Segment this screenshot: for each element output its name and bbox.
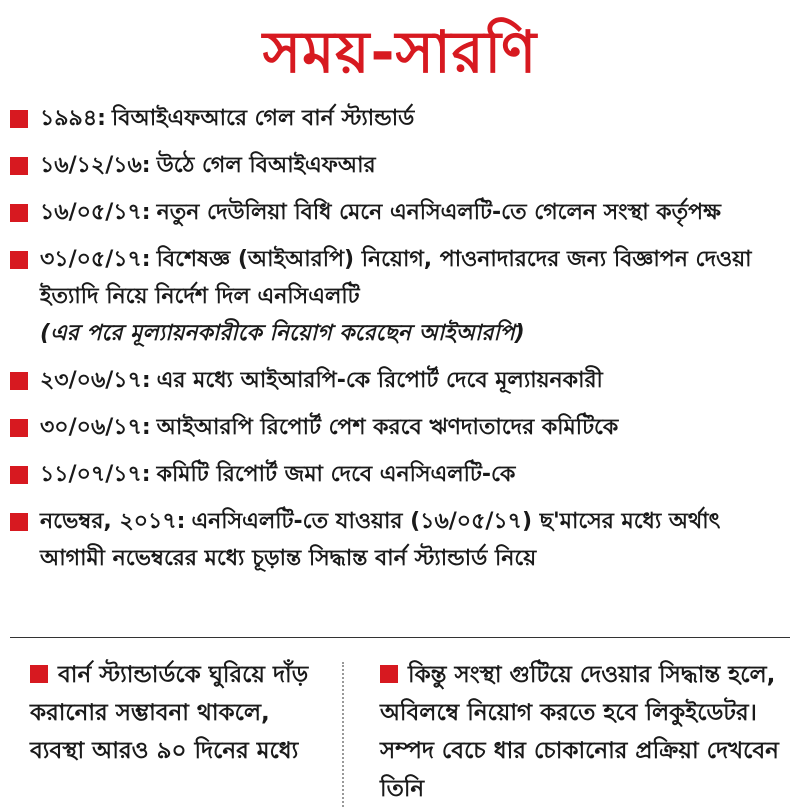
timeline-text: কমিটি রিপোর্ট জমা দেবে এনসিএলটি-কে [156,462,516,487]
timeline-text: এর মধ্যে আইআরপি-কে রিপোর্ট দেবে মূল্যায়নকারী [156,368,603,393]
timeline-entry [10,194,790,231]
red-square-bullet-icon [10,251,28,269]
red-square-bullet-icon [10,419,28,437]
red-square-bullet-icon [30,665,48,683]
timeline-text: বিশেষজ্ঞ (আইআরপি) নিয়োগ, পাওনাদারদের জন্য বিজ্ঞাপন দেওয়া ইত্যাদি নিয়ে নির্দেশ দিল এনসিএলটি [40,247,752,309]
section-divider [10,637,790,638]
bottom-right-text: কিন্তু সংস্থা গুটিয়ে দেওয়ার সিদ্ধান্ত হলে, অবিলম্বে নিয়োগ করতে হবে লিকুইডেটর। সম্পদ বেচে ধার চোকানোর প্রক্রিয়া দেখবেন তিনি [380,662,779,802]
timeline-date: ২৩/০৬/১৭: [40,368,151,393]
bottom-left-paragraph [30,656,330,770]
column-divider [342,662,344,807]
red-square-bullet-icon [10,513,28,531]
timeline-date: ১৯৯৪: [40,106,106,131]
timeline-date: ১১/০৭/১৭: [40,462,151,487]
timeline-entry [10,503,790,577]
timeline-date: ৩০/০৬/১৭: [40,415,151,440]
timeline-entry [10,100,790,137]
timeline-note: (এর পরে মূল্যায়নকারীকে নিয়োগ করেছেন আইআরপি) [40,321,525,346]
timeline-text: আইআরপি রিপোর্ট পেশ করবে ঋণদাতাদের কমিটিকে [156,415,619,440]
bottom-right-paragraph [380,656,780,808]
red-square-bullet-icon [10,157,28,175]
timeline-text: এনসিএলটি-তে যাওয়ার (১৬/০৫/১৭) ছ'মাসের মধ্যে অর্থাৎ আগামী নভেম্বরের মধ্যে চূড়ান্ত সিদ্ধান্ত বার্ন স্ট্যান্ডার্ড নিয়ে [40,509,721,571]
timeline-text: নতুন দেউলিয়া বিধি মেনে এনসিএলটি-তে গেলেন সংস্থা কর্তৃপক্ষ [156,200,721,225]
timeline-entry [10,409,790,446]
red-square-bullet-icon [10,204,28,222]
red-square-bullet-icon [10,110,28,128]
timeline-text: বিআইএফআরে গেল বার্ন স্ট্যান্ডার্ড [111,106,415,131]
red-square-bullet-icon [380,665,398,683]
red-square-bullet-icon [10,466,28,484]
bottom-left-text: বার্ন স্ট্যান্ডার্ডকে ঘুরিয়ে দাঁড় করানোর সম্ভাবনা থাকলে, ব্যবস্থা আরও ৯০ দিনের মধ্যে [30,662,309,764]
page-title: সময়-সারণি [262,18,538,86]
red-square-bullet-icon [10,372,28,390]
timeline-entry [10,241,790,352]
timeline-entry [10,362,790,399]
timeline-entry [10,147,790,184]
timeline-text: উঠে গেল বিআইএফআর [156,153,376,178]
timeline-list [10,100,790,587]
timeline-date: ৩১/০৫/১৭: [40,247,151,272]
timeline-date: নভেম্বর, ২০১৭: [40,509,186,534]
timeline-date: ১৬/১২/১৬: [40,153,151,178]
timeline-date: ১৬/০৫/১৭: [40,200,151,225]
timeline-entry [10,456,790,493]
